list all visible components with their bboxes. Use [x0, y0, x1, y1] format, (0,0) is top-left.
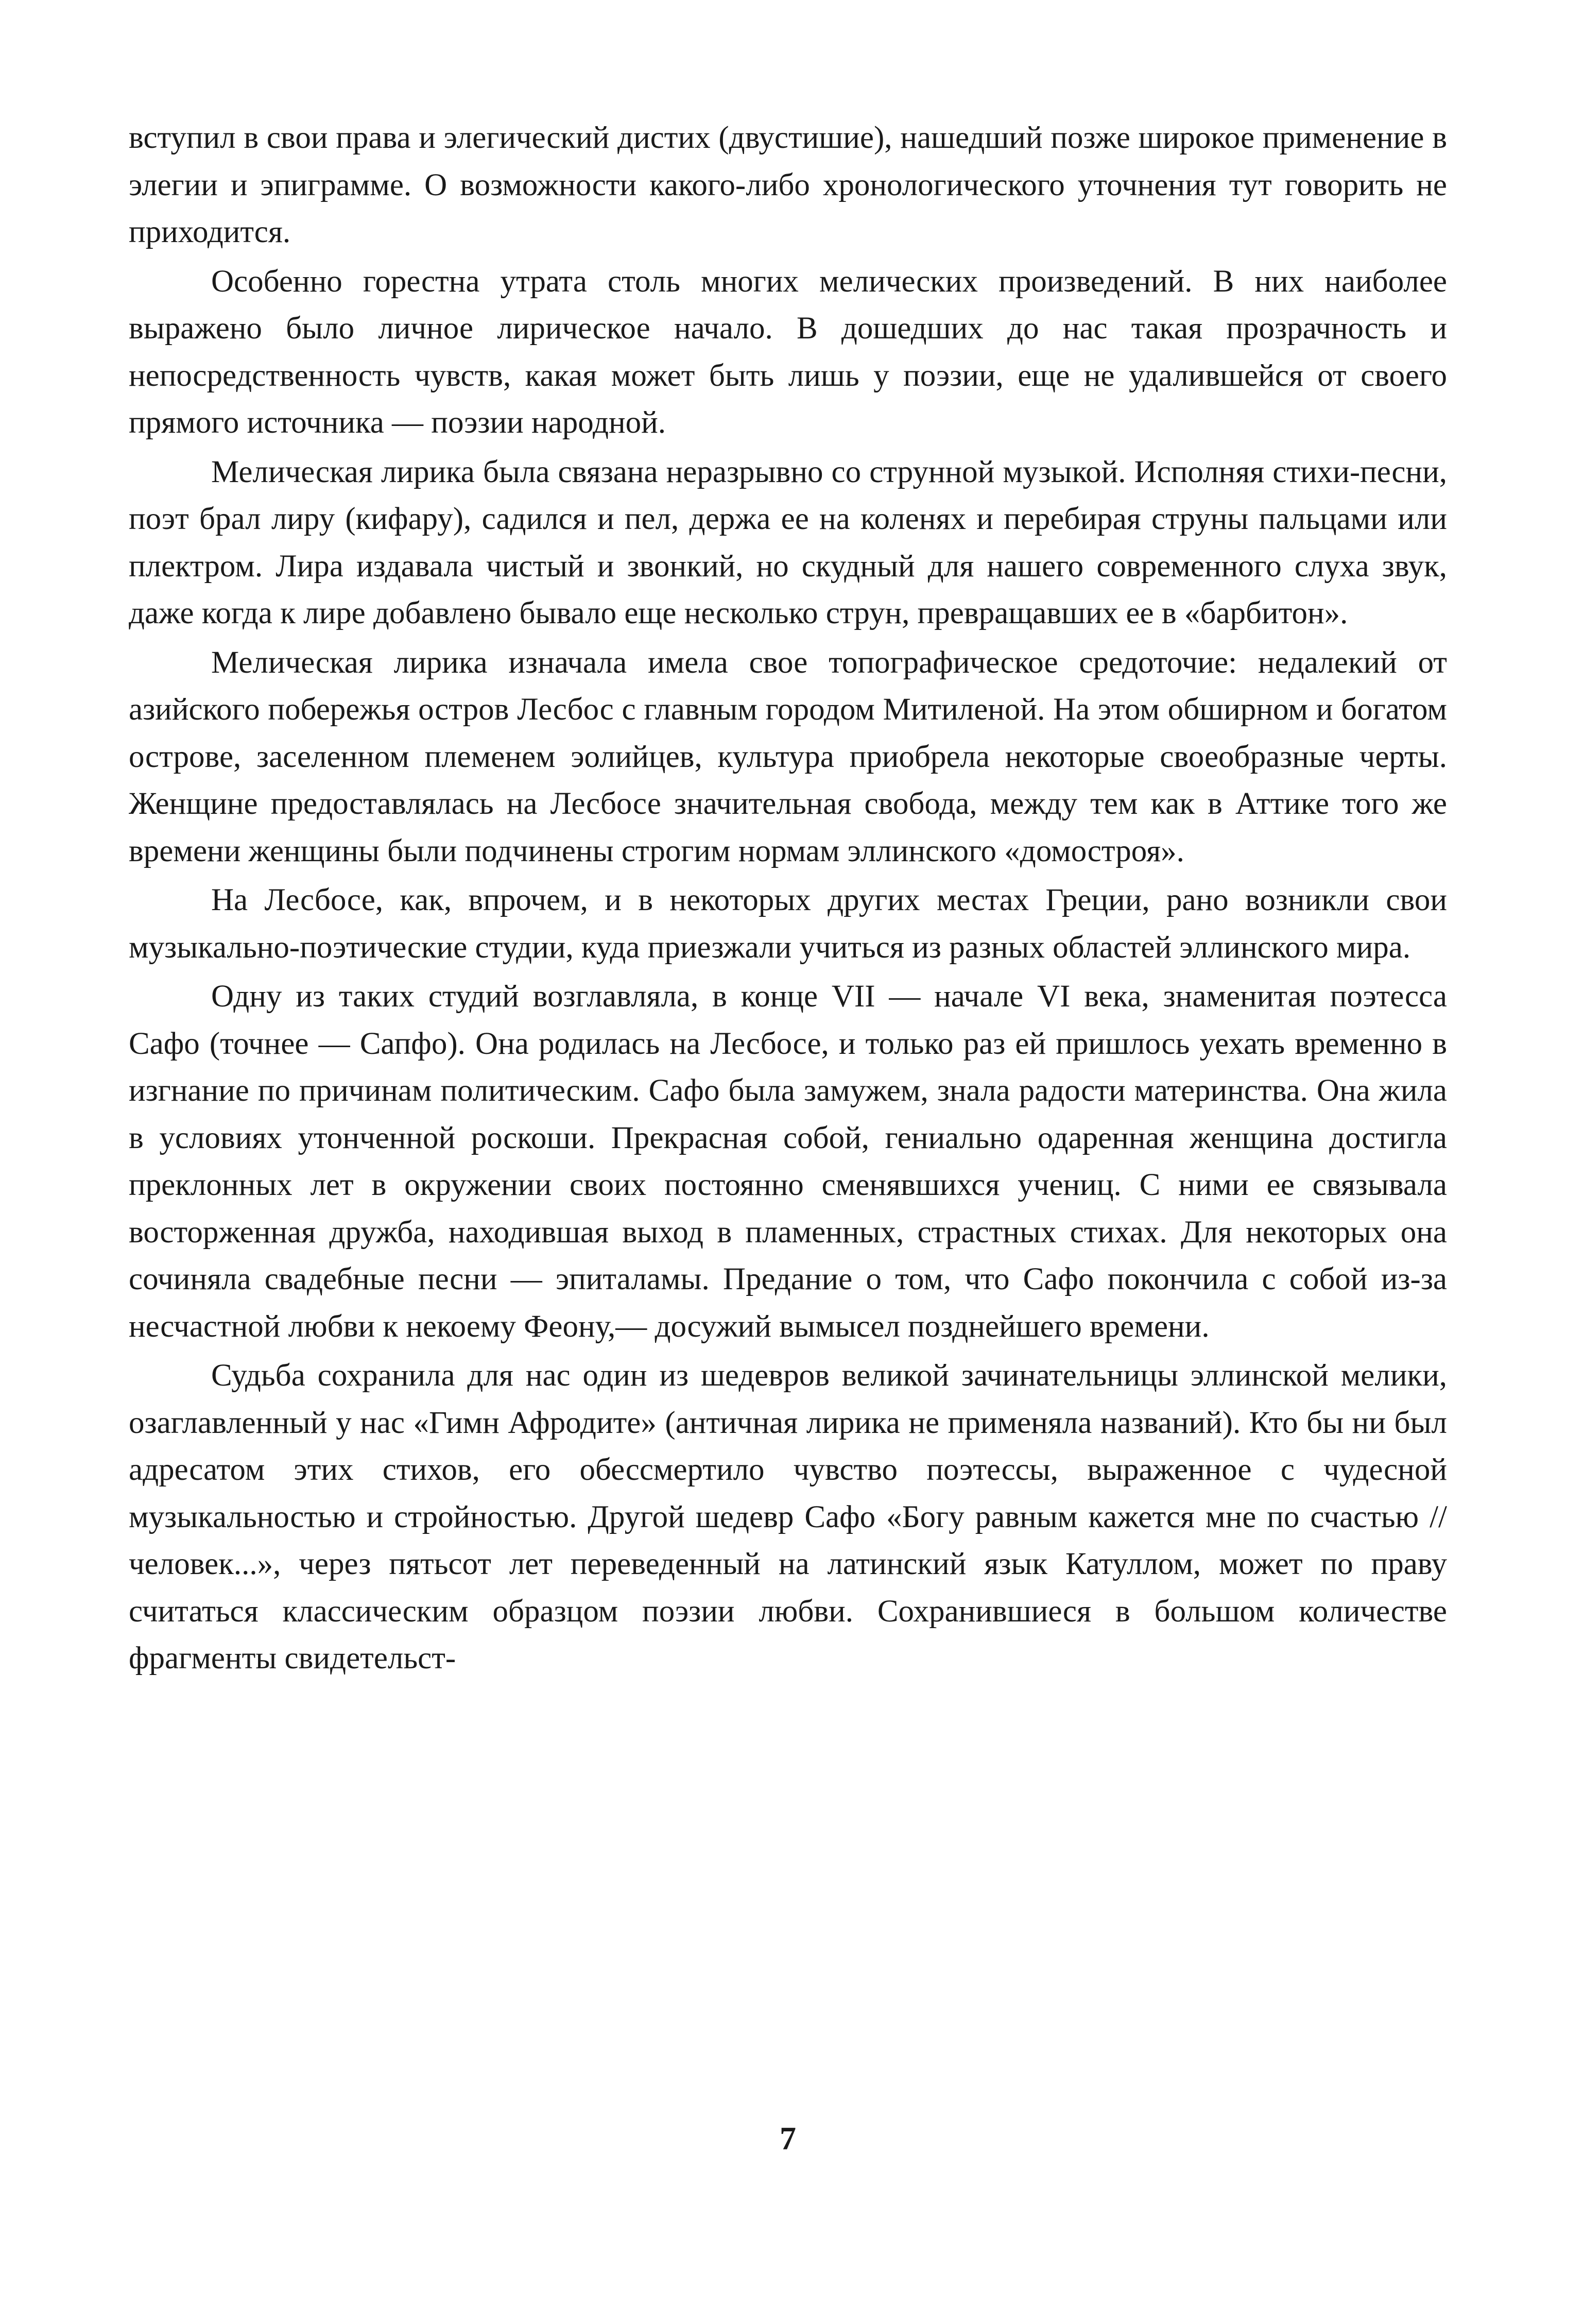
paragraph-studios: На Лесбосе, как, впрочем, и в некоторых других местах Греции, рано возникли свои музыкально-поэтические студии, куда приезжали учиться из разных областей эллинского мира.	[129, 883, 1447, 965]
paragraph-continuation: вступил в свои права и элегический дистих (двустишие), нашедший позже широкое применение в элегии и эпиграмме. О возможности какого-либо хронологического уточнения тут говорить не приходится.	[129, 121, 1447, 249]
document-page	[129, 114, 1447, 2226]
paragraph-hymn-aphrodite: Судьба сохранила для нас один из шедевров великой зачинательницы эллинской мелики, озаглавленный у нас «Гимн Афродите» (античная лирика не применяла названий). Кто бы ни был адресатом этих стихов, его обессмертило чувство поэтессы, выраженное с чудесной музыкальностью и стройностью. Другой шедевр Сафо «Богу равным кажется мне по счастью // человек...», через пятьсот лет переведенный на латинский язык Катуллом, может по праву считаться классическим образцом поэзии любви. Сохранившиеся в большом количестве фрагменты свидетельст-	[129, 1358, 1447, 1676]
page-number: 7	[780, 2120, 796, 2157]
paragraph-melic-loss: Особенно горестна утрата столь многих мелических произведений. В них наиболее выражено было личное лирическое начало. В дошедших до нас такая прозрачность и непосредственность чувств, какая может быть лишь у поэзии, еще не удалившейся от своего прямого источника — поэзии народной.	[129, 264, 1447, 440]
paragraph-sappho: Одну из таких студий возглавляла, в конце VII — начале VI века, знаменитая поэтесса Сафо (точнее — Сапфо). Она родилась на Лесбосе, и только раз ей пришлось уехать временно в изгнание по причинам политическим. Сафо была замужем, знала радости материнства. Она жила в условиях утонченной роскоши. Прекрасная собой, гениально одаренная женщина достигла преклонных лет в окружении своих постоянно сменявшихся учениц. С ними ее связывала восторженная дружба, находившая выход в пламенных, страстных стихах. Для некоторых она сочиняла свадебные песни — эпиталамы. Предание о том, что Сафо покончила с собой из-за несчастной любви к некоему Феону,— досужий вымысел позднейшего времени.	[129, 979, 1447, 1344]
paragraph-lesbos: Мелическая лирика изначала имела свое топографическое средоточие: недалекий от азийского побережья остров Лесбос с главным городом Митиленой. На этом обширном и богатом острове, заселенном племенем эолийцев, культура приобрела некоторые своеобразные черты. Женщине предоставлялась на Лесбосе значительная свобода, между тем как в Аттике того же времени женщины были подчинены строгим нормам эллинского «домостроя».	[129, 645, 1447, 868]
paragraph-lyre-music: Мелическая лирика была связана неразрывно со струнной музыкой. Исполняя стихи-песни, поэт брал лиру (кифару), садился и пел, держа ее на коленях и перебирая струны пальцами или плектром. Лира издавала чистый и звонкий, но скудный для нашего современного слуха звук, даже когда к лире добавлено бывало еще несколько струн, превращавших ее в «барбитон».	[129, 454, 1447, 630]
